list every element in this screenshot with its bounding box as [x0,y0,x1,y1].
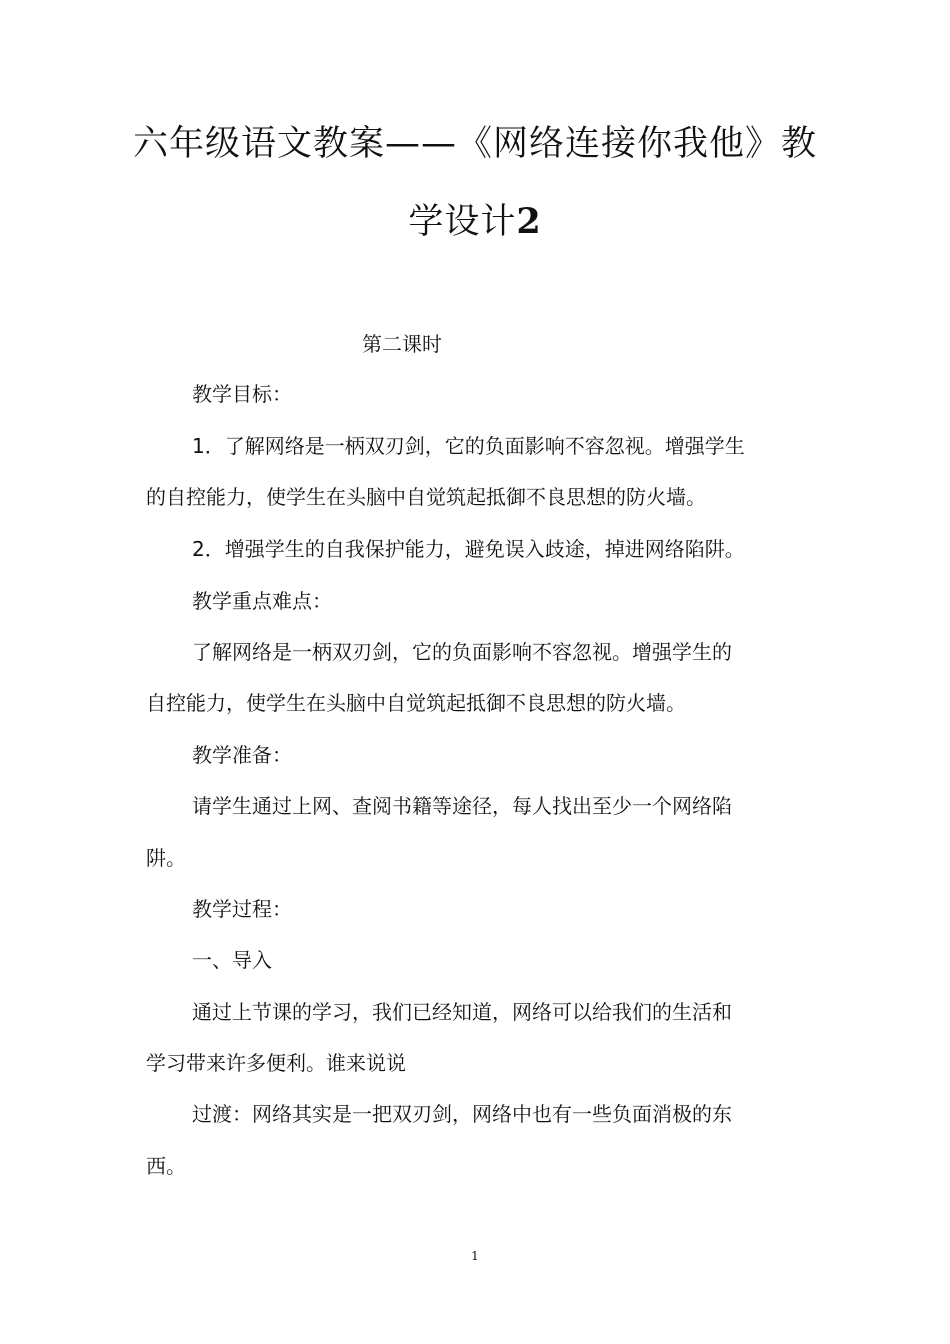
lesson-subtitle: 第二课时 [362,332,442,356]
paragraph-line: 的自控能力，使学生在头脑中自觉筑起抵御不良思想的防火墙。 [146,485,706,509]
paragraph-line: 阱。 [146,846,186,870]
paragraph-line: 学习带来许多便利。谁来说说 [146,1051,406,1075]
document-title-line-1: 六年级语文教案——《网络连接你我他》教 [132,124,817,164]
section-heading-objectives: 教学目标： [192,382,292,406]
section-subheading-intro: 一、导入 [192,948,272,972]
section-heading-key-points: 教学重点难点： [192,589,332,613]
paragraph-line: 请学生通过上网、查阅书籍等途径，每人找出至少一个网络陷 [192,794,732,818]
document-title-line-2 [0,200,950,244]
section-heading-process: 教学过程： [192,897,292,921]
paragraph-line: 通过上节课的学习，我们已经知道，网络可以给我们的生活和 [192,1000,732,1024]
paragraph-line: 西。 [146,1154,186,1178]
section-heading-preparation: 教学准备： [192,743,292,767]
page-number: 1 [471,1249,479,1263]
paragraph-line: 自控能力，使学生在头脑中自觉筑起抵御不良思想的防火墙。 [146,691,686,715]
paragraph-line: 了解网络是一柄双刃剑，它的负面影响不容忽视。增强学生的 [192,640,732,664]
paragraph-line: 2．增强学生的自我保护能力，避免误入歧途，掉进网络陷阱。 [192,537,745,561]
paragraph-line: 1．了解网络是一柄双刃剑，它的负面影响不容忽视。增强学生 [192,434,745,458]
document-title-text: 学设计 [408,202,517,242]
paragraph-line: 过渡：网络其实是一把双刃剑，网络中也有一些负面消极的东 [192,1102,732,1126]
document-title-number: 2 [516,201,542,242]
